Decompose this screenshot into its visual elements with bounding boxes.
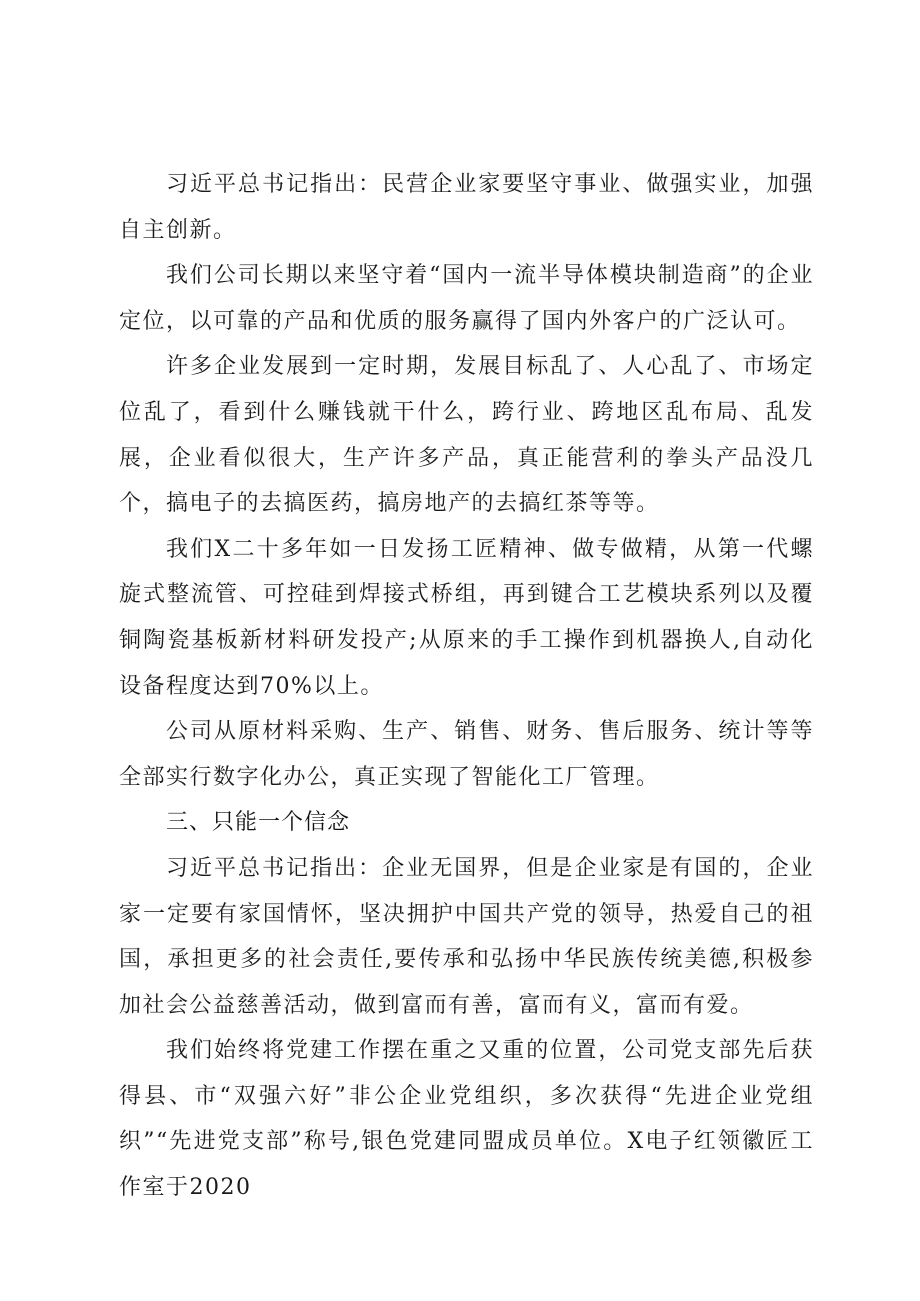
section-heading: 三、只能一个信念 [166, 810, 351, 836]
paragraph-6: 习近平总书记指出：企业无国界，但是企业家是有国的，企业家一定要有家国情怀，坚决拥护中国共产党的领导，热爱自己的祖国，承担更多的社会责任,要传承和弘扬中华民族传统美德,积极参加社会公益慈善活动，做到富而有善，富而有义，富而有爱。 [119, 855, 814, 1018]
paragraph-7: 我们始终将党建工作摆在重之又重的位置，公司党支部先后获得县、市“双强六好”非公企业党组织，多次获得“先进企业党组织”“先进党支部”称号,银色党建同盟成员单位。X电子红领徽匠工作室于2020 [119, 1038, 814, 1201]
paragraph-5: 公司从原材料采购、生产、销售、财务、售后服务、统计等等全部实行数字化办公，真正实现了智能化工厂管理。 [119, 719, 814, 790]
document-body [119, 162, 814, 1211]
paragraph-2: 我们公司长期以来坚守着“国内一流半导体模块制造商”的企业定位，以可靠的产品和优质的服务赢得了国内外客户的广泛认可。 [119, 263, 814, 334]
paragraph-3: 许多企业发展到一定时期，发展目标乱了、人心乱了、市场定位乱了，看到什么赚钱就干什么，跨行业、跨地区乱布局、乱发展，企业看似很大，生产许多产品，真正能营利的拳头产品没几个，搞电子的去搞医药，搞房地产的去搞红茶等等。 [119, 354, 814, 517]
paragraph-1: 习近平总书记指出：民营企业家要坚守事业、做强实业，加强自主创新。 [119, 172, 814, 243]
paragraph-4: 我们X二十多年如一日发扬工匠精神、做专做精，从第一代螺旋式整流管、可控硅到焊接式桥组，再到键合工艺模块系列以及覆铜陶瓷基板新材料研发投产;从原来的手工操作到机器换人,自动化设备程度达到70%以上。 [119, 536, 814, 699]
